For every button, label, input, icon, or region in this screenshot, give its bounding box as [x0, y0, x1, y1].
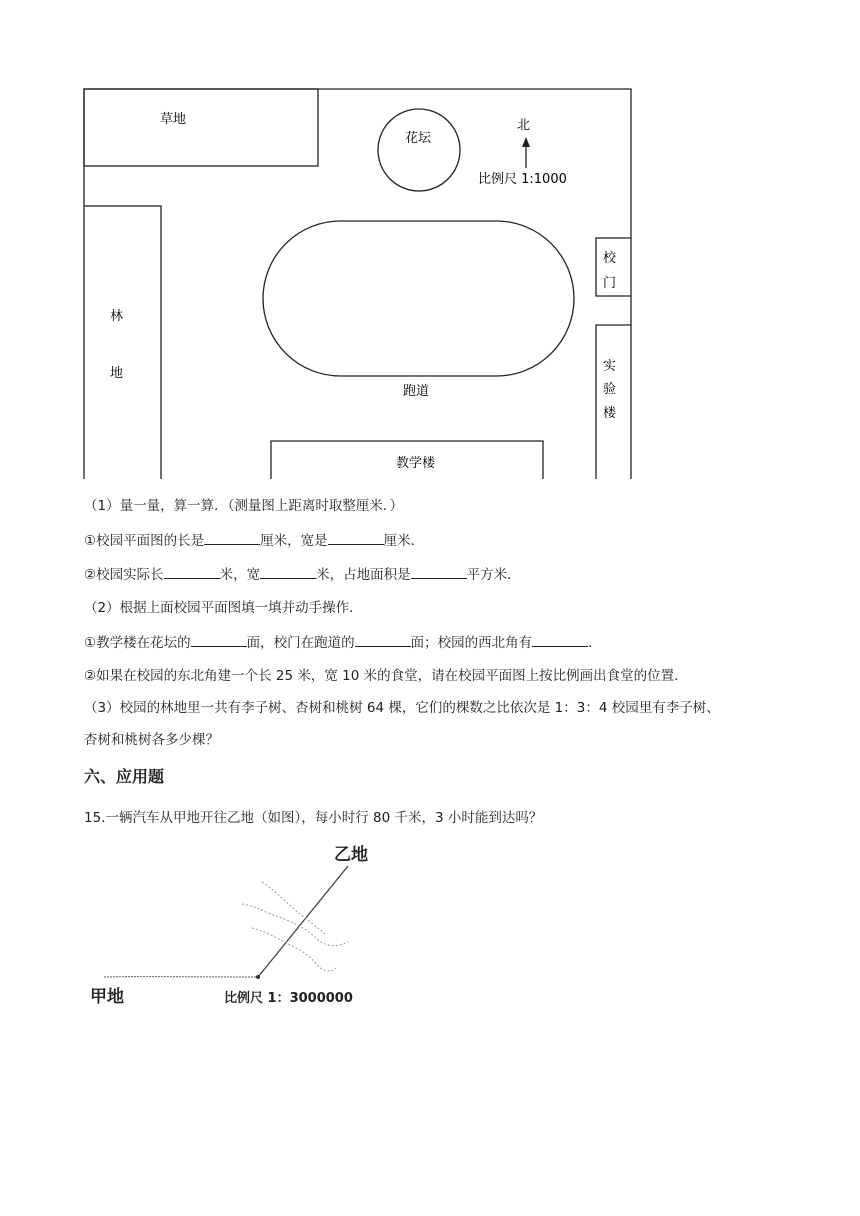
north-label: 北	[517, 118, 531, 133]
running-track	[263, 221, 574, 376]
route-map-figure	[0, 836, 860, 1036]
campus-boundary	[84, 89, 631, 479]
q2-1-text-c: 面；校园的西北角有	[410, 635, 533, 651]
teaching-building-label: 教学楼	[396, 456, 436, 471]
grass-label: 草地	[160, 112, 187, 127]
campus-plan-figure	[0, 0, 860, 500]
section-title: 六、应用题	[84, 767, 165, 786]
answer-blank[interactable]	[164, 564, 220, 579]
woods-label-1: 林	[110, 309, 124, 324]
question-2-title: （2）根据上面校园平面图填一填并动手操作．	[84, 600, 363, 616]
destination-label: 乙地	[334, 845, 368, 865]
terrain-line	[252, 928, 336, 971]
grass-area	[84, 89, 318, 166]
q1-1-text-b: 厘米，宽是	[260, 533, 328, 549]
question-1-2	[84, 564, 521, 585]
q1-2-text-c: 米，占地面积是	[316, 567, 411, 583]
gate-label-1: 校	[603, 251, 617, 266]
origin-dot	[256, 975, 260, 979]
route-scale-label: 比例尺 1：3000000	[224, 991, 353, 1006]
question-2-1	[84, 632, 602, 653]
q1-2-text-a: ②校园实际长	[84, 567, 164, 583]
route-line	[258, 866, 348, 977]
question-2-2: ②如果在校园的东北角建一个长 25 米，宽 10 米的食堂，请在校园平面图上按比例画出食堂的位置．	[84, 668, 688, 684]
gate-label-2: 门	[603, 276, 617, 291]
q1-1-text-c: 厘米．	[383, 533, 425, 549]
flowerbed-circle	[378, 109, 460, 191]
answer-blank[interactable]	[532, 632, 588, 647]
terrain-line	[242, 904, 348, 946]
q1-1-text-a: ①校园平面图的长是	[84, 533, 205, 549]
question-3-line-1: （3）校园的林地里一共有李子树、杏树和桃树 64 棵，它们的棵数之比依次是 1：3：4 校园里有李子树、	[84, 700, 720, 716]
lab-label-1: 实	[603, 359, 617, 374]
track-label: 跑道	[403, 384, 430, 399]
terrain-line	[262, 882, 325, 934]
q2-1-text-b: 面，校门在跑道的	[246, 635, 355, 651]
answer-blank[interactable]	[355, 632, 411, 647]
answer-blank[interactable]	[191, 632, 247, 647]
question-1-title: （1）量一量，算一算．（测量图上距离时取整厘米．）	[84, 498, 404, 514]
lab-label-3: 楼	[603, 406, 617, 421]
lab-label-2: 验	[603, 382, 617, 397]
answer-blank[interactable]	[260, 564, 316, 579]
woods-label-2: 地	[110, 366, 124, 381]
scale-label: 比例尺 1:1000	[478, 172, 567, 187]
woods-area	[84, 206, 161, 479]
answer-blank[interactable]	[328, 530, 384, 545]
answer-blank[interactable]	[411, 564, 467, 579]
q1-2-text-b: 米，宽	[219, 567, 261, 583]
answer-blank[interactable]	[204, 530, 260, 545]
origin-label: 甲地	[90, 987, 124, 1007]
flowerbed-label: 花坛	[405, 131, 432, 146]
question-3-line-2: 杏树和桃树各多少棵？	[84, 732, 219, 748]
q2-1-text-a: ①教学楼在花坛的	[84, 635, 191, 651]
q1-2-text-d: 平方米．	[466, 567, 521, 583]
q2-1-text-d: ．	[588, 635, 602, 651]
question-1-1	[84, 530, 424, 551]
problem-15: 15.一辆汽车从甲地开往乙地（如图），每小时行 80 千米，3 小时能到达吗？	[84, 810, 543, 826]
lab-building	[596, 325, 631, 479]
north-arrow-icon	[522, 137, 530, 147]
